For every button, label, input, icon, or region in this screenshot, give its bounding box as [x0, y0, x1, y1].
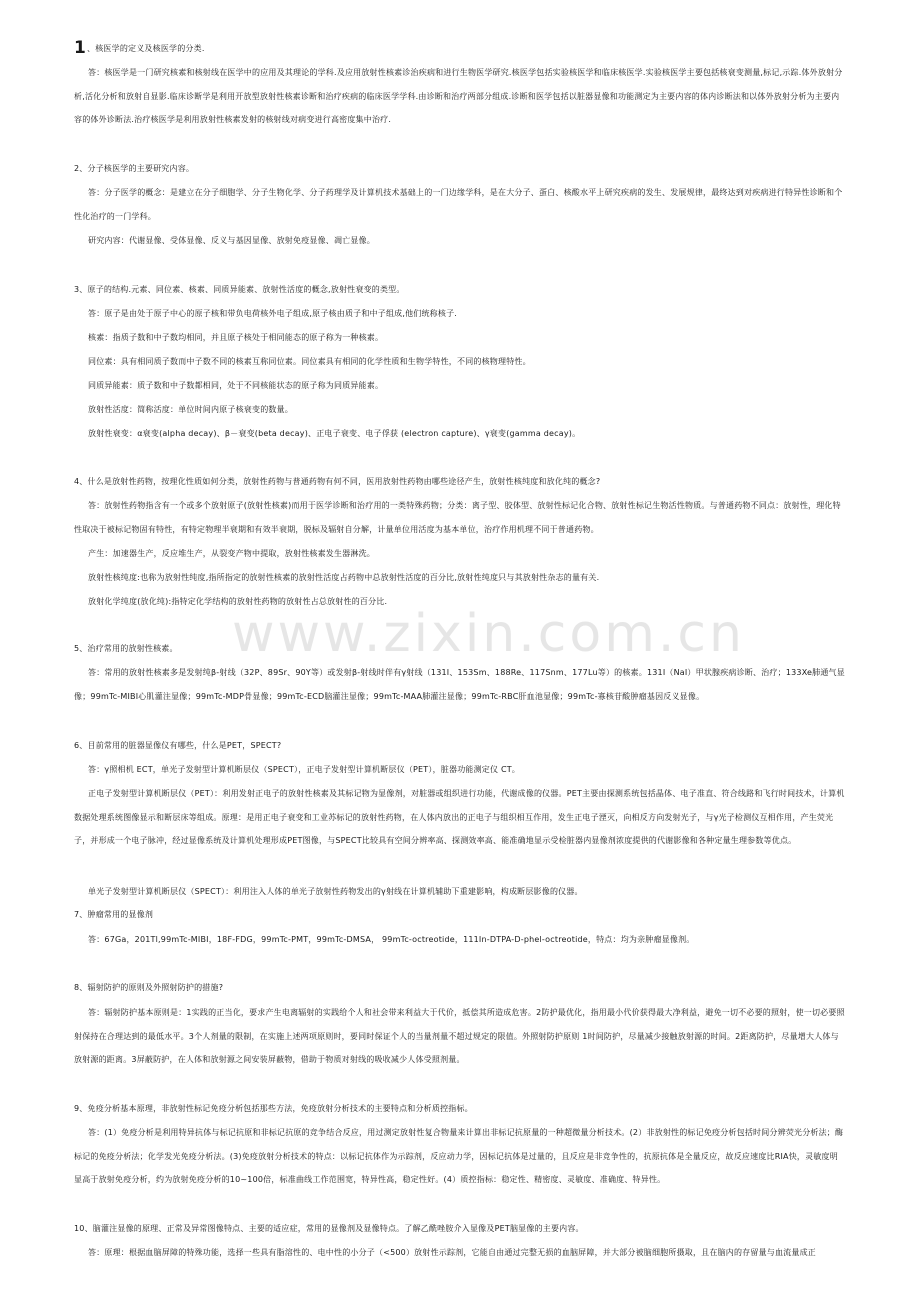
section-5-heading: 5、治疗常用的放射性核素。 [74, 644, 178, 653]
section-3-para-6: 放射性衰变：α衰变(alpha decay)、β－衰变(beta decay)、正电子衰变、电子俘获 (electron capture)、γ衰变(gamma decay)。 [88, 429, 581, 438]
section-3-para-2: 核素：指质子数和中子数均相同，并且原子核处于相同能态的原子称为一种核素。 [88, 333, 384, 342]
section-1-number: 1 [74, 38, 87, 58]
section-4-para-3: 放射性核纯度:也称为放射性纯度,指所指定的放射性核素的放射性活度占药物中总放射性活度的百分比,放射性纯度只与其放射性杂志的量有关. [88, 573, 600, 582]
section-5-answer: 答：常用的放射性核素多是发射纯β-射线（32P、89Sr、90Y等）或发射β-射线时伴有γ射线（131I、153Sm、188Re、117Snm、177Lu等）的核素。131I（NaI）甲状腺疾病诊断、治疗；133Xe肺通气显像；99mTc-MIBI心肌灌注显像；99mTc-MDP骨显像；99mTc-ECD脑灌注显像；99mTc-MAA肺灌注显像；99mTc-RBC肝血池显像；99mTc-寡核苷酸肿瘤基因反义显像。 [74, 668, 845, 701]
section-7-answer: 答：67Ga，201Tl,99mTc-MIBI，18F-FDG，99mTc-PMT，99mTc-DMSA， 99mTc-octreotide，111In-DTPA-D-phel-octreotide，特点：均为亲肿瘤显像剂。 [88, 935, 695, 944]
section-6-heading: 6、目前常用的脏器显像仪有哪些，什么是PET，SPECT? [74, 741, 282, 750]
section-6-para-3: 单光子发射型计算机断层仪（SPECT）：利用注入人体的单光子放射性药物发出的γ射线在计算机辅助下重建影响，构成断层影像的仪器。 [88, 887, 583, 896]
section-6-para-1: 答：γ照相机 ECT，单光子发射型计算机断层仪（SPECT），正电子发射型计算机断层仪（PET），脏器功能测定仪 CT。 [88, 765, 521, 774]
section-3-heading: 3、原子的结构.元素、同位素、核素、同质异能素、放射性活度的概念,放射性衰变的类型。 [74, 285, 405, 294]
section-4-para-1: 答：放射性药物指含有一个或多个放射原子(放射性核素)而用于医学诊断和治疗用的一类特殊药物；分类：离子型、胶体型、放射性标记化合物、放射性标记生物活性物质。与普通药物不同点：放射性，理化特性取决于被标记物固有特性，有特定物理半衰期和有效半衰期，脱标及辐射自分解，计量单位用活度为基本单位，治疗作用机理不同于普通药物。 [74, 501, 841, 534]
section-9-answer: 答：(1）免疫分析是利用特异抗体与标记抗原和非标记抗原的竞争结合反应，用过测定放射性复合物量来计算出非标记抗原量的一种超微量分析技术。(2）非放射性的标记免疫分析包括时间分辨荧光分析法；酶标记的免疫分析法；化学发光免疫分析法。(3)免疫放射分析技术的特点：以标记抗体作为示踪剂，反应动力学，因标记抗体是过量的，且反应是非竞争性的，抗原抗体是全量反应，故反应速度比RIA快，灵敏度明显高于放射免疫分析，约为放射免疫分析的10~100倍，标准曲线工作范围宽，特异性高，稳定性好。(4）质控指标：稳定性、精密度、灵敏度、准确度、特异性。 [74, 1128, 844, 1184]
section-10-heading: 10、脑灌注显像的原理、正常及异常图像特点、主要的适应症，常用的显像剂及显像特点。了解乙酰唑胺介入显像及PET脑显像的主要内容。 [74, 1224, 584, 1233]
section-9-heading: 9、免疫分析基本原理，非放射性标记免疫分析包括那些方法，免疫放射分析技术的主要特点和分析质控指标。 [74, 1104, 473, 1113]
section-10-answer: 答：原理：根据血脑屏障的特殊功能，选择一些具有脂溶性的、电中性的小分子（<500）放射性示踪剂，它能自由通过完整无损的血脑屏障，并大部分被脑细胞所摄取，且在脑内的存留量与血流量成正 [88, 1248, 816, 1257]
section-2-research: 研究内容：代谢显像、受体显像、反义与基因显像、放射免疫显像、凋亡显像。 [88, 236, 375, 245]
section-7-heading: 7、肿瘤常用的显像剂 [74, 910, 154, 919]
section-6-para-2: 正电子发射型计算机断层仪（PET）：利用发射正电子的放射性核素及其标记物为显像剂，对脏器或组织进行功能，代谢成像的仪器。PET主要由探测系统包括晶体、电子准直、符合线路和飞行时间技术，计算机数据处理系统图像显示和断层床等组成。原理：是用正电子衰变和工业苏标记的放射性药物，在人体内放出的正电子与组织相互作用，发生正电子湮灭，向相反方向发射光子，与γ光子检测仪互相作用，产生荧光子，并形成一个电子脉冲，经过显像系统及计算机处理形成PET图像，与SPECT比较具有空间分辨率高、探测效率高、能准确地显示受检脏器内显像剂浓度提供的代谢影像和各种定量生理参数等优点。 [74, 789, 845, 845]
section-8-answer: 答：辐射防护基本原则是：1实践的正当化，要求产生电离辐射的实践给个人和社会带来利益大于代价，抵偿其所造成危害。2防护最优化，指用最小代价获得最大净利益，避免一切不必要的照射，使一切必要照射保持在合理达到的最低水平。3个人剂量的限制，在实施上述两项原则时，要同时保证个人的当量剂量不超过规定的限值。外照射防护原则 1时间防护，尽量减少接触放射源的时间。2距离防护，尽量增大人体与放射源的距离。3屏蔽防护，在人体和放射源之间安装屏蔽物，借助于物质对射线的吸收减少人体受照剂量。 [74, 1008, 845, 1064]
section-1-heading-text: 、核医学的定义及核医学的分类. [87, 44, 205, 53]
section-1-heading [74, 37, 846, 61]
watermark: www.zixin.com.cn [232, 604, 745, 664]
section-2-answer: 答：分子医学的概念：是建立在分子细胞学、分子生物化学、分子药理学及计算机技术基础上的一门边缘学科，是在大分子、蛋白、核酸水平上研究疾病的发生、发展规律，最终达到对疾病进行特异性诊断和个性化治疗的一门学科。 [74, 188, 843, 221]
section-3-para-1: 答：原子是由处于原子中心的原子核和带负电荷核外电子组成,原子核由质子和中子组成,他们统称核子. [88, 309, 458, 318]
section-3-para-5: 放射性活度：简称活度：单位时间内原子核衰变的数量。 [88, 405, 293, 414]
section-4-para-4: 放射化学纯度(放化纯):指特定化学结构的放射性药物的放射性占总放射性的百分比. [88, 597, 388, 606]
section-8-heading: 8、辐射防护的原则及外照射防护的措施? [74, 983, 224, 992]
section-4-heading: 4、什么是放射性药物，按理化性质如何分类，放射性药物与普通药物有何不同，医用放射性药物由哪些途径产生，放射性核纯度和放化纯的概念? [74, 477, 601, 486]
section-3-para-4: 同质异能素：质子数和中子数都相同，处于不同核能状态的原子称为同质异能素。 [88, 381, 384, 390]
section-1-answer: 答：核医学是一门研究核素和核射线在医学中的应用及其理论的学科.及应用放射性核素诊治疾病和进行生物医学研究.核医学包括实验核医学和临床核医学.实验核医学主要包括核衰变测量,标记,示踪.体外放射分析,活化分析和放射自显影.临床诊断学是利用开放型放射性核素诊断和治疗疾病的临床医学学科.由诊断和治疗两部分组成.诊断和医学包括以脏器显像和功能测定为主要内容的体内诊断法和以体外放射分析为主要内容的体外诊断法.治疗核医学是利用放射性核素发射的核射线对病变进行高密度集中治疗. [74, 68, 843, 124]
section-3-para-3: 同位素：具有相同质子数而中子数不同的核素互称同位素。同位素具有相同的化学性质和生物学特性，不同的核物理特性。 [88, 357, 531, 366]
section-2-heading: 2、分子核医学的主要研究内容。 [74, 164, 195, 173]
section-4-para-2: 产生：加速器生产，反应堆生产，从裂变产物中提取，放射性核素发生器淋洗。 [88, 549, 375, 558]
